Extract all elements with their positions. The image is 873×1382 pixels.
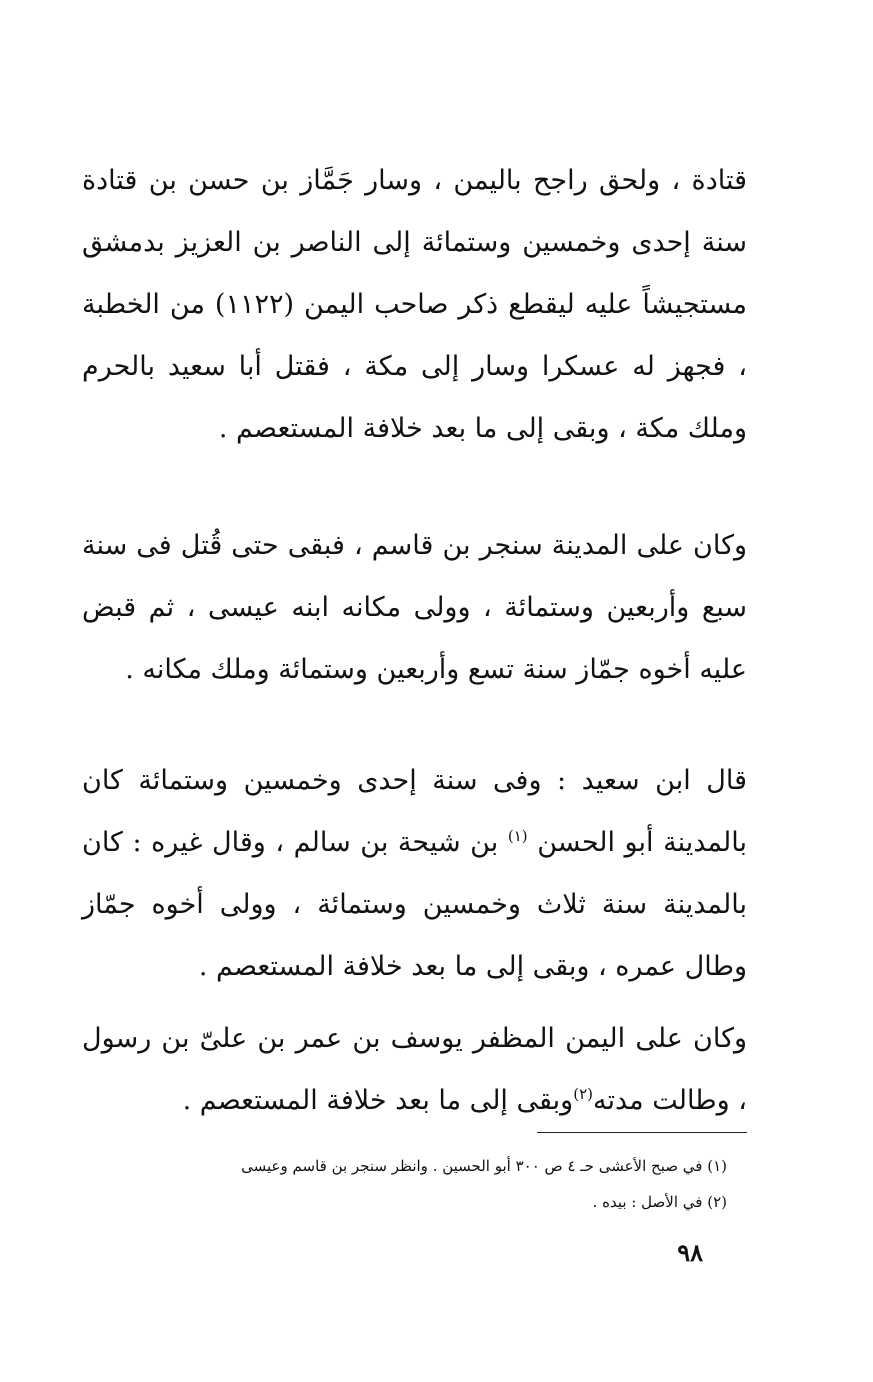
footnote-ref-2: (٢) xyxy=(573,1085,593,1103)
footnote-2-text: في الأصل : بيده . xyxy=(592,1193,703,1211)
footnote-2-mark: (٢) xyxy=(707,1193,727,1211)
paragraph-2-text: وكان على المدينة سنجر بن قاسم ، فبقى حتى قُتل فى سنة سبع وأربعين وستمائة ، وولى مكانه ابنه عيسى ، ثم قبض عليه أخوه جمّاز سنة تسع وأربعين وستمائة وملك مكانه . xyxy=(82,530,747,685)
paragraph-2 xyxy=(82,515,747,701)
footnote-1-text: في صبح الأعشى حـ ٤ ص ٣٠٠ أبو الحسين . وانظر سنجر بن قاسم وعيسى xyxy=(241,1157,703,1175)
paragraph-1-text: قتادة ، ولحق راجح باليمن ، وسار جَمَّاز بن حسن بن قتادة سنة إحدى وخمسين وستمائة إلى الناصر بن العزيز بدمشق مستجيشاً عليه ليقطع ذكر صاحب اليمن (١١٢٢) من الخطبة ، فجهز له عسكرا وسار إلى مكة ، فقتل أبا سعيد بالحرم وملك مكة ، وبقى إلى ما بعد خلافة المستعصم . xyxy=(82,165,747,444)
paragraph-3 xyxy=(82,750,747,998)
footnote-1-mark: (١) xyxy=(707,1157,727,1175)
footnote-divider xyxy=(537,1132,747,1133)
paragraph-4-text-before-ref: وكان على اليمن المظفر يوسف بن عمر بن علىّ بن رسول ، وطالت مدته xyxy=(82,1023,747,1116)
footnote-2 xyxy=(167,1184,727,1220)
paragraph-1 xyxy=(82,150,747,460)
paragraph-3-text-before-ref: قال ابن سعيد : وفى سنة إحدى وخمسين وستمائة كان بالمدينة أبو الحسن xyxy=(82,765,747,858)
paragraph-4 xyxy=(82,1008,747,1132)
paragraph-4-text-after-ref: وبقى إلى ما بعد خلافة المستعصم . xyxy=(182,1085,574,1116)
page-number: ٩٨ xyxy=(677,1238,703,1267)
footnotes xyxy=(167,1148,727,1220)
footnote-1 xyxy=(167,1148,727,1184)
footnote-ref-1: (١) xyxy=(507,827,528,845)
paragraph-3-text-after-ref: بن شيحة بن سالم ، وقال غيره : كان بالمدينة سنة ثلاث وخمسين وستمائة ، وولى أخوه جمّاز وطال عمره ، وبقى إلى ما بعد خلافة المستعصم . xyxy=(82,827,747,982)
